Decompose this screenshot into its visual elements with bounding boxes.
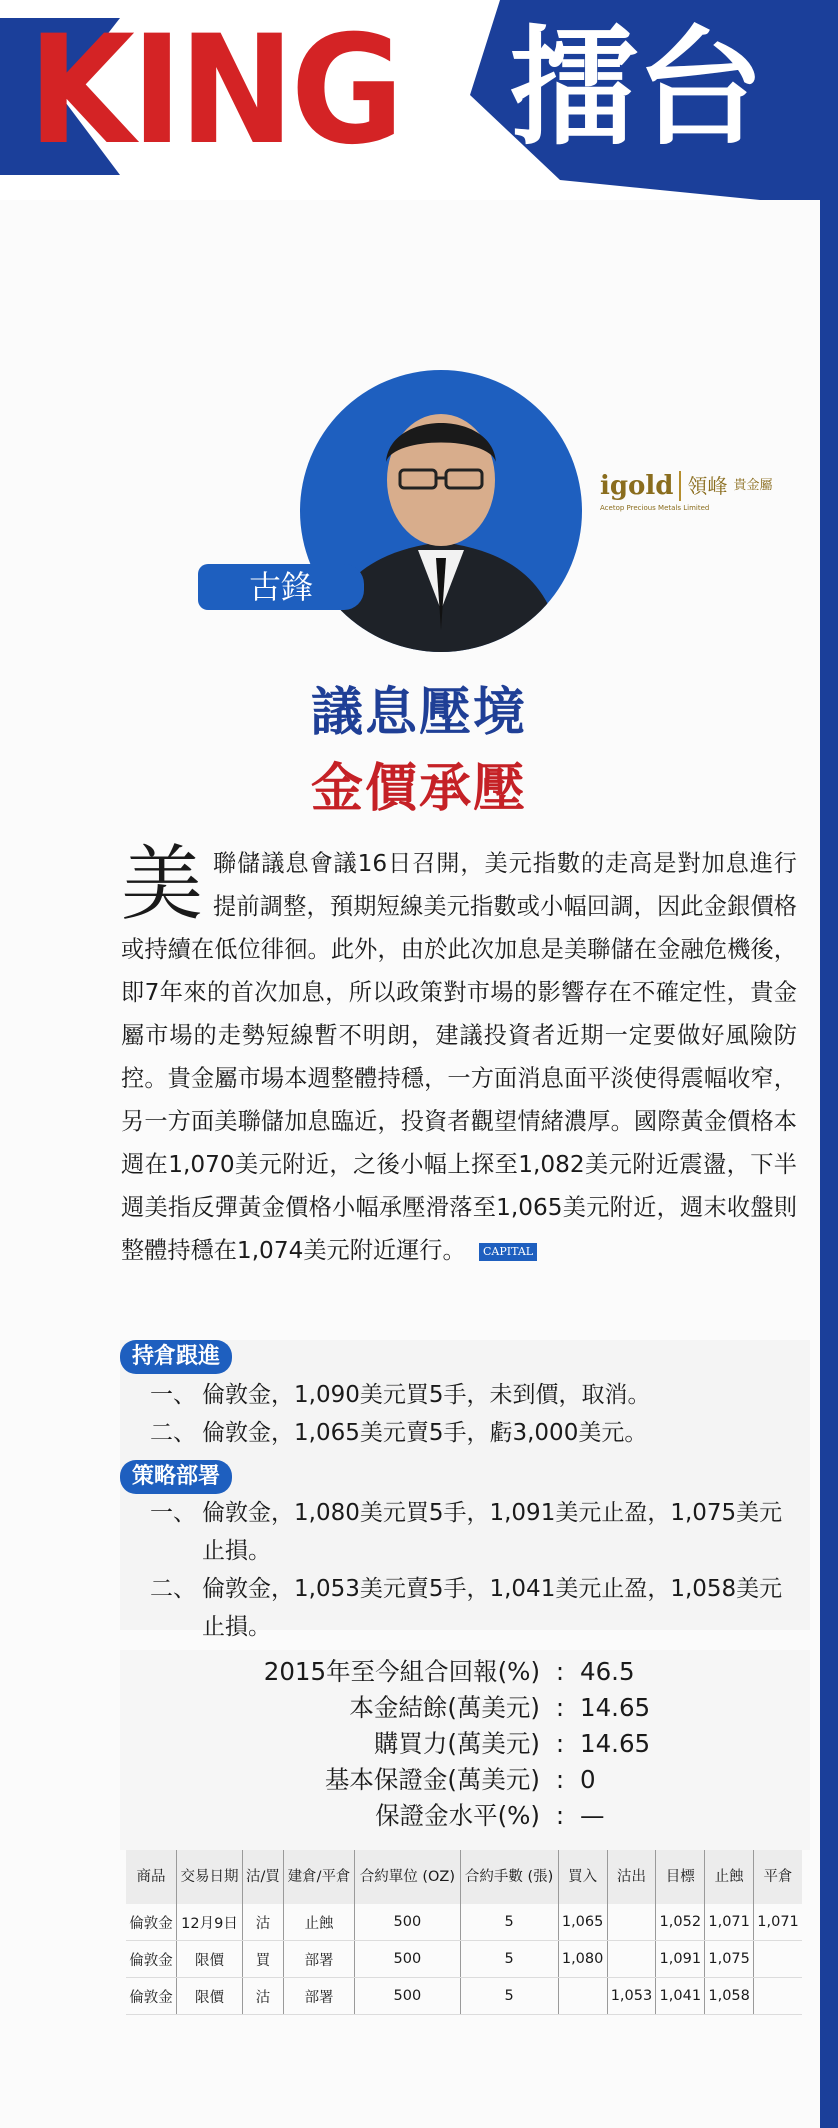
stat-row: [150, 1726, 710, 1762]
table-header-cell: 合約單位 (OZ): [355, 1850, 460, 1904]
table-header-row: [126, 1850, 802, 1904]
logo-cn-text: 領峰: [687, 474, 728, 498]
positions-item-num: 一、: [150, 1382, 196, 1408]
logo-sub-text: Acetop Precious Metals Limited: [600, 504, 710, 512]
table-header-cell: 平倉: [754, 1850, 802, 1904]
table-cell: [607, 1904, 656, 1941]
stat-label: 基本保證金(萬美元): [324, 1765, 540, 1794]
table-header-cell: 沽出: [607, 1850, 656, 1904]
stat-value: 14.65: [580, 1729, 651, 1758]
table-row: [126, 1978, 802, 2015]
strategy-item-num: 一、: [150, 1500, 196, 1526]
banner-title-text: 擂台: [510, 14, 763, 163]
stat-colon: :: [555, 1657, 565, 1686]
table-cell: 1,071: [754, 1904, 802, 1941]
table-header-cell: 買入: [558, 1850, 607, 1904]
table-row: [126, 1941, 802, 1978]
headline-line-2: 金價承壓: [310, 759, 527, 819]
logo-divider: [679, 471, 681, 501]
table-cell: [558, 1978, 607, 2015]
table-cell: 沽: [243, 1904, 284, 1941]
stat-colon: :: [555, 1765, 565, 1794]
strategy-list: [150, 1494, 790, 1646]
stat-label: 本金結餘(萬美元): [349, 1693, 540, 1722]
strategy-item-text: 倫敦金，1,080美元買5手，1,091美元止盈，1,075美元止損。: [202, 1500, 783, 1564]
table-header-cell: 止蝕: [705, 1850, 754, 1904]
table-cell: 限價: [176, 1941, 242, 1978]
headline-line-1: 議息壓境: [310, 683, 527, 743]
article-dropcap: 美: [121, 837, 204, 932]
table-cell: 限價: [176, 1978, 242, 2015]
positions-list: [150, 1376, 790, 1452]
table-cell: 倫敦金: [126, 1904, 176, 1941]
table-cell: [754, 1941, 802, 1978]
positions-item: [150, 1414, 790, 1452]
table-cell: 1,041: [656, 1978, 705, 2015]
logo-cn-sub-text: 貴金屬: [733, 478, 773, 493]
table-cell: 12月9日: [176, 1904, 242, 1941]
table-cell: 5: [460, 1904, 558, 1941]
table-cell: 500: [355, 1941, 460, 1978]
article-body-text: 聯儲議息會議16日召開，美元指數的走高是對加息進行提前調整，預期短線美元指數或小幅回調，因此金銀價格或持續在低位徘徊。此外，由於此次加息是美聯儲在金融危機後，即7年來的首次加息，所以政策對市場的影響存在不確定性，貴金屬市場的走勢短線暫不明朗，建議投資者近期一定要做好風險防控。貴金屬市場本週整體持穩，一方面消息面平淡使得震幅收窄，另一方面美聯儲加息臨近，投資者觀望情緒濃厚。國際黃金價格本週在1,070美元附近，之後小幅上探至1,082美元附近震盪，下半週美指反彈黃金價格小幅承壓滑落至1,065美元附近，週末收盤則整體持穩在1,074美元附近運行。: [121, 850, 797, 1264]
stat-value: 0: [580, 1765, 596, 1794]
table-cell: 500: [355, 1904, 460, 1941]
stat-colon: :: [555, 1801, 565, 1830]
stat-row: [150, 1762, 710, 1798]
table-cell: 倫敦金: [126, 1978, 176, 2015]
stat-row: [150, 1690, 710, 1726]
table-cell: 1,058: [705, 1978, 754, 2015]
logo-main-text: igold: [600, 471, 674, 501]
portfolio-stats: [150, 1654, 710, 1834]
table-cell: 買: [243, 1941, 284, 1978]
strategy-section-tag: 策略部署: [120, 1460, 232, 1494]
right-edge-strip: [820, 0, 838, 2128]
table-cell: [754, 1978, 802, 2015]
table-cell: 止蝕: [283, 1904, 354, 1941]
positions-section-tag: 持倉跟進: [120, 1340, 232, 1374]
stat-label: 2015年至今組合回報(%): [263, 1657, 540, 1686]
stat-value: —: [580, 1801, 605, 1830]
capital-badge: CAPITAL: [479, 1243, 537, 1261]
trade-table: [126, 1850, 802, 2015]
table-header-cell: 建倉/平倉: [283, 1850, 354, 1904]
table-cell: 1,075: [705, 1941, 754, 1978]
strategy-item: [150, 1570, 790, 1646]
banner-king-text: KING: [28, 4, 401, 178]
table-cell: 部署: [283, 1941, 354, 1978]
author-name-tag: 古鋒: [198, 564, 364, 610]
positions-item-num: 二、: [150, 1420, 196, 1446]
stat-row: [150, 1798, 710, 1834]
table-header-cell: 商品: [126, 1850, 176, 1904]
table-header-cell: 合約手數 (張): [460, 1850, 558, 1904]
stat-colon: :: [555, 1729, 565, 1758]
table-cell: 1,091: [656, 1941, 705, 1978]
stat-label: 保證金水平(%): [375, 1801, 540, 1830]
table-header-cell: 交易日期: [176, 1850, 242, 1904]
positions-item: [150, 1376, 790, 1414]
table-cell: 1,071: [705, 1904, 754, 1941]
table-cell: 1,065: [558, 1904, 607, 1941]
table-cell: 1,052: [656, 1904, 705, 1941]
table-cell: 沽: [243, 1978, 284, 2015]
table-row: [126, 1904, 802, 1941]
igold-logo: [600, 468, 780, 504]
table-header-cell: 目標: [656, 1850, 705, 1904]
table-cell: [607, 1941, 656, 1978]
positions-item-text: 倫敦金，1,065美元賣5手，虧3,000美元。: [202, 1420, 648, 1446]
table-cell: 1,053: [607, 1978, 656, 2015]
table-cell: 部署: [283, 1978, 354, 2015]
header-banner: [0, 0, 838, 200]
table-cell: 5: [460, 1941, 558, 1978]
table-cell: 倫敦金: [126, 1941, 176, 1978]
stat-row: [150, 1654, 710, 1690]
positions-item-text: 倫敦金，1,090美元買5手，未到價，取消。: [202, 1382, 651, 1408]
table-cell: 500: [355, 1978, 460, 2015]
table-cell: 1,080: [558, 1941, 607, 1978]
stat-value: 46.5: [580, 1657, 635, 1686]
strategy-item: [150, 1494, 790, 1570]
table-cell: 5: [460, 1978, 558, 2015]
stat-colon: :: [555, 1693, 565, 1722]
strategy-item-text: 倫敦金，1,053美元賣5手，1,041美元止盈，1,058美元止損。: [202, 1576, 783, 1640]
table-header-cell: 沽/買: [243, 1850, 284, 1904]
strategy-item-num: 二、: [150, 1576, 196, 1602]
stat-value: 14.65: [580, 1693, 651, 1722]
article-body: [121, 837, 797, 1272]
stat-label: 購買力(萬美元): [373, 1729, 540, 1758]
